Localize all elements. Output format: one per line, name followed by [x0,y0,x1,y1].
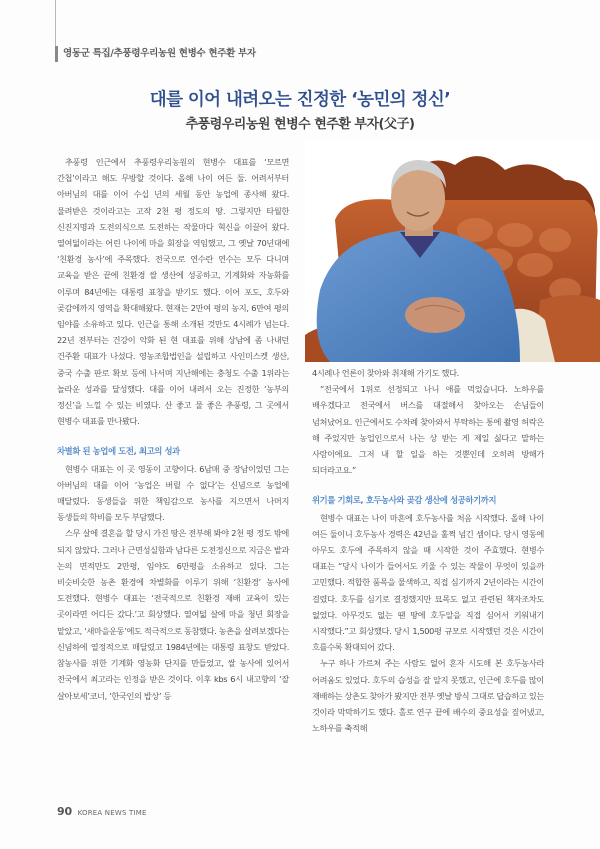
article-headline: 대를 이어 내려오는 진정한 ‘농민의 정신’ [149,90,451,110]
page-footer [57,805,147,818]
portrait-photo [305,140,600,362]
interview-quote: “전국에서 1위로 선정되고 나니 애를 먹었습니다. 노하우를 배우겠다고 전국에서 버스를 대절해서 찾아오는 손님들이 넘쳐났어요. 인근에서도 수차례 찾아와서 부탁하는 통에 촬영 허락은 해 주었지만 농업인으로서 나는 상 받는 게 제일 싫다고 말하는 사람이에요. 그저 내 할 일을 하는 것뿐인데 오히려 방해가 되더라고요.” [312,384,544,476]
article-subhead: 추풍령우리농원 현병수 현주환 부자(父子) [185,117,415,132]
section1-paragraph-1: 현병수 대표는 이 곳 영동이 고향이다. 6남매 중 장남이었던 그는 아버님의 대를 이어 ‘농업은 버릴 수 없다’는 신념으로 농업에 매달렸다. 동생들을 위한 책임감으로 농사를 지으면서 나머지 동생들의 학비를 모두 부담했다. [57,463,289,523]
portrait-illustration [305,140,600,362]
magazine-name: KOREA NEWS TIME [77,809,147,817]
right-continuation: 4시례나 언론이 찾아와 취재해 가기도 했다. [312,368,459,378]
section2-heading: 위기를 기회로, 호두농사와 곶감 생산에 성공하기까지 [312,495,497,506]
section1-paragraph-2: 스무 살에 결혼을 할 당시 가진 땅은 전부해 봐야 2천 평 정도 밖에 되지 않았다. 그러나 근면성실함과 남다른 도전정신으로 지금은 밭과 논의 면적만도 2만평, 임야도 6만평을 소유하고 있다. 그는 비슷비슷한 농촌 환경에 차별화를 이루기 위해 ‘친환경’ 농사에 도전했다. 현병수 대표는 ‘전국적으로 친환경 재배 교육이 있는 곳이라면 어디든 갔다.’고 회상했다. 열여덟 살에 마을 청년 회장을 맡았고, ‘새마을운동’에도 적극적으로 동참했다. 농촌을 살려보겠다는 신념하에 열정적으로 매달렸고 1984년에는 대통령 표창도 받았다. 참농사를 위한 기계화 영농화 단지를 만들었고, 쌀 농사에 있어서 전국에서 최고라는 인정을 받은 것이다. 이후 kbs 6시 내고향의 ‘잘 살아보세’코너, ‘한국인의 밥상’ 등 [57,528,289,701]
section-tag: 영동군 특집/추풍령우리농원 현병수 현주환 부자 [55,46,256,62]
right-column [312,365,544,736]
section2-paragraph-1: 현병수 대표는 나이 마흔에 호두농사를 처음 시작했다. 올해 나이 여든 둘이니 호두농사 경력은 42년을 훌쩍 넘긴 셈이다. 당시 영동에 아무도 호두에 주목하지 않을 때 시작한 것이 주효했다. 현병수 대표는 “당시 나이가 들어서도 키울 수 있는 작물이 무엇이 있을까 고민했다. 적합한 품목을 물색하고, 직접 심기까지 2년이라는 시간이 걸렸다. 호두를 심기로 결정했지만 묘목도 없고 관련된 책자조차도 없었다. 아무것도 없는 땐 땅에 호두알을 직접 심어서 키워내기 시작했다.”고 회상했다. 당시 1,500평 규모로 시작했던 것은 시간이 흐를수록 확대되어 갔다. [312,512,544,653]
intro-paragraph: 추풍령 인근에서 추풍령우리농원의 현병수 대표를 ‘모르면 간첩’이라고 해도 무방할 것이다. 올해 나이 여든 둘. 어려서부터 아버님의 대를 이어 수십 년의 세월 동안 농업에 종사해 왔다. 물려받은 것이라고는 고작 2천 평 정도의 땅. 그렇지만 타월한 신진지명과 도전의식으로 도전하는 작물마다 혁신을 이끌어 왔다. 열여덟이라는 어린 나이에 마을 회장을 역임했고, 그 옛날 70년대에 ‘친환경 농사’에 주목했다. 전국으로 연수란 연수는 모두 다니며 교육을 받은 끝에 친환경 쌀 생산에 성공하고, 기계화와 자농화를 이루며 84년에는 대통령 표창을 받기도 했다. 이어 포도, 호두와 곶감에까지 영역을 확대해왔다. 현재는 2만여 평의 농지, 6만여 평의 임야를 소유하고 있다. 인근을 통해 소개된 것만도 4시례가 넘는다. 22년 전부터는 건강이 악화 된 현 대표를 위해 상남에 좀 나내던 건주환 대표가 나섰다. 영농조합법인을 설립하고 사인미스켓 생산, 중국 수출 판로 확보 등에 나서며 지난해에는 충청도 수출 1위라는 놀라운 성과를 달성했다. 대를 이어 내려서 오는 진정한 ‘농부의 정신’을 느낄 수 있는 비였다. 산 좋고 물 좋은 추풍령, 그 곳에서 현병수 대표를 만나봤다. [57,157,289,427]
left-column [57,154,289,704]
section1-heading: 차별화 된 농업에 도전, 최고의 성과 [57,446,180,457]
page-number: 90 [57,805,72,818]
section2-paragraph-2: 누구 하나 가르쳐 주는 사람도 없어 혼자 시도해 본 호두농사라 어려움도 있었다. 호두의 습성을 잘 알지 못했고, 인근에 호두를 많이 재배하는 상촌도 찾아가 봤지만 전부 옛날 방식 그대로 답습하고 있는 것이라 막막하기도 했다. 홀로 연구 끝에 배수의 중요성을 짚어냈고, 노하우를 축적해 [312,658,544,734]
